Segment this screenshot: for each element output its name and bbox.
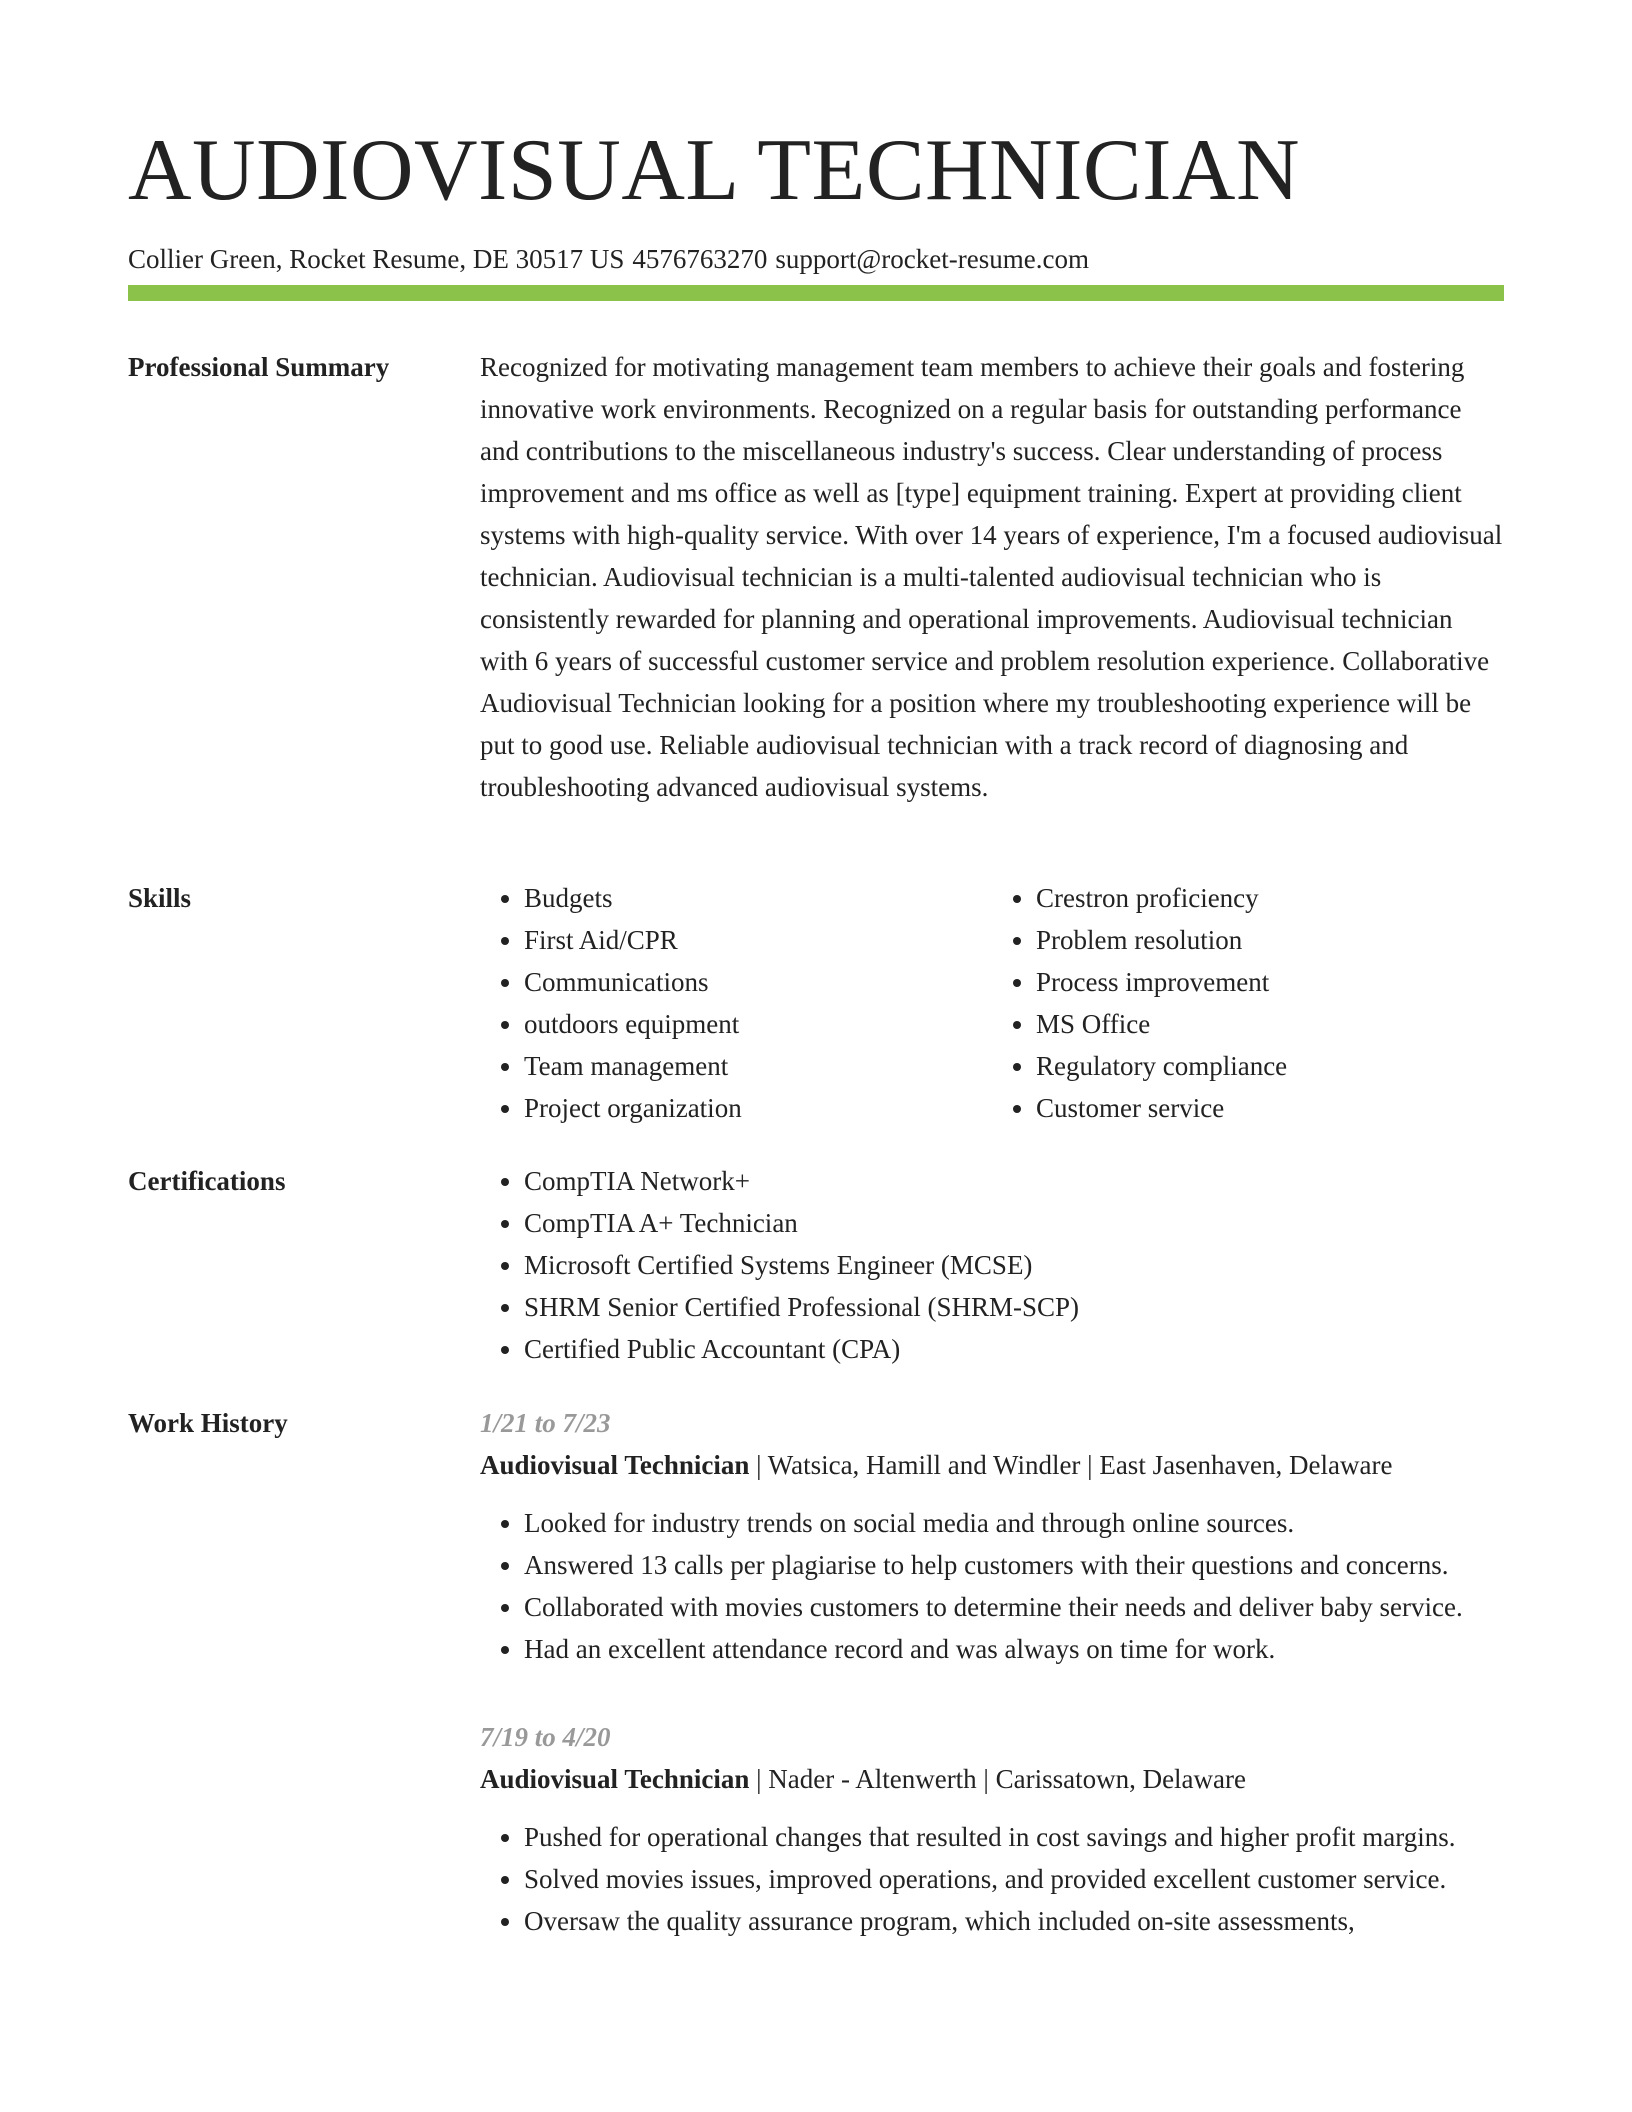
summary-text: Recognized for motivating management team members to achieve their goals and fostering innovative work environments. Recognized on a regular basis for outstanding performance and contributions to the miscellaneous industry's success. Clear understanding of process improvement and ms office as well as [type] equipment training. Expert at providing client systems with high-quality service. With over 14 years of experience, I'm a focused audiovisual technician. Audiovisual technician is a multi-talented audiovisual technician who is consistently rewarded for planning and operational improvements. Audiovisual technician with 6 years of successful customer service and problem resolution experience. Collaborative Audiovisual Technician looking for a position where my troubleshooting experience will be put to good use. Reliable audiovisual technician with a track record of diagnosing and troubleshooting advanced audiovisual systems. <box>480 352 1503 802</box>
job-bullet: • Oversaw the quality assurance program, which included on-site assessments, <box>524 1900 1504 1942</box>
skills-heading: Skills <box>128 883 192 913</box>
job-heading <box>480 1444 1504 1486</box>
certifications-list <box>480 1160 1504 1370</box>
job-heading <box>480 1758 1504 1800</box>
contact-phone: 4576763270 <box>632 244 768 274</box>
job-bullet: • Looked for industry trends on social media and through online sources. <box>524 1502 1504 1544</box>
skill-item: • Process improvement <box>1036 961 1504 1003</box>
skill-item: • Crestron proficiency <box>1036 877 1504 919</box>
candidate-name: AUDIOVISUAL TECHNICIAN <box>128 122 1301 219</box>
job-dates: 7/19 to 4/20 <box>480 1722 611 1752</box>
skill-item: • Customer service <box>1036 1087 1504 1129</box>
work-history-section <box>128 1402 1504 1942</box>
skill-item: • Budgets <box>524 877 992 919</box>
job-title: Audiovisual Technician <box>480 1450 750 1480</box>
certification-item: • Microsoft Certified Systems Engineer (MCSE) <box>524 1244 1504 1286</box>
job-bullet: • Solved movies issues, improved operations, and provided excellent customer service. <box>524 1858 1504 1900</box>
skill-item: • Project organization <box>524 1087 992 1129</box>
certifications-heading: Certifications <box>128 1166 286 1196</box>
job-bullets <box>480 1502 1504 1670</box>
job-entry <box>480 1716 1504 1942</box>
job-bullet: • Pushed for operational changes that resulted in cost savings and higher profit margins. <box>524 1816 1504 1858</box>
job-employer-location: | Nader - Altenwerth | Carissatown, Delaware <box>749 1764 1246 1794</box>
skill-item: • outdoors equipment <box>524 1003 992 1045</box>
job-bullet: • Collaborated with movies customers to determine their needs and deliver baby service. <box>524 1586 1504 1628</box>
header-divider <box>128 285 1504 301</box>
job-entry <box>480 1402 1504 1670</box>
summary-section <box>128 346 1504 808</box>
skill-item: • MS Office <box>1036 1003 1504 1045</box>
resume-header <box>128 118 1504 276</box>
skill-item: • Communications <box>524 961 992 1003</box>
skills-section <box>128 877 1504 1129</box>
contact-address: Collier Green, Rocket Resume, DE 30517 US <box>128 244 625 274</box>
job-title: Audiovisual Technician <box>480 1764 750 1794</box>
skill-item: • Problem resolution <box>1036 919 1504 961</box>
certification-item: • SHRM Senior Certified Professional (SHRM-SCP) <box>524 1286 1504 1328</box>
job-dates: 1/21 to 7/23 <box>480 1408 611 1438</box>
skills-list-right <box>992 877 1504 1129</box>
skill-item: • Team management <box>524 1045 992 1087</box>
certification-item: • Certified Public Accountant (CPA) <box>524 1328 1504 1370</box>
certification-item: • CompTIA Network+ <box>524 1160 1504 1202</box>
skills-list-left <box>480 877 992 1129</box>
job-bullets <box>480 1816 1504 1942</box>
work-history-heading: Work History <box>128 1408 288 1438</box>
job-employer-location: | Watsica, Hamill and Windler | East Jasenhaven, Delaware <box>749 1450 1393 1480</box>
certifications-section <box>128 1160 1504 1370</box>
job-bullet: • Had an excellent attendance record and was always on time for work. <box>524 1628 1504 1670</box>
summary-heading: Professional Summary <box>128 352 390 382</box>
contact-email: support@rocket-resume.com <box>775 244 1089 274</box>
skill-item: • Regulatory compliance <box>1036 1045 1504 1087</box>
skill-item: • First Aid/CPR <box>524 919 992 961</box>
certification-item: • CompTIA A+ Technician <box>524 1202 1504 1244</box>
job-bullet: • Answered 13 calls per plagiarise to help customers with their questions and concerns. <box>524 1544 1504 1586</box>
contact-line <box>128 242 1504 276</box>
